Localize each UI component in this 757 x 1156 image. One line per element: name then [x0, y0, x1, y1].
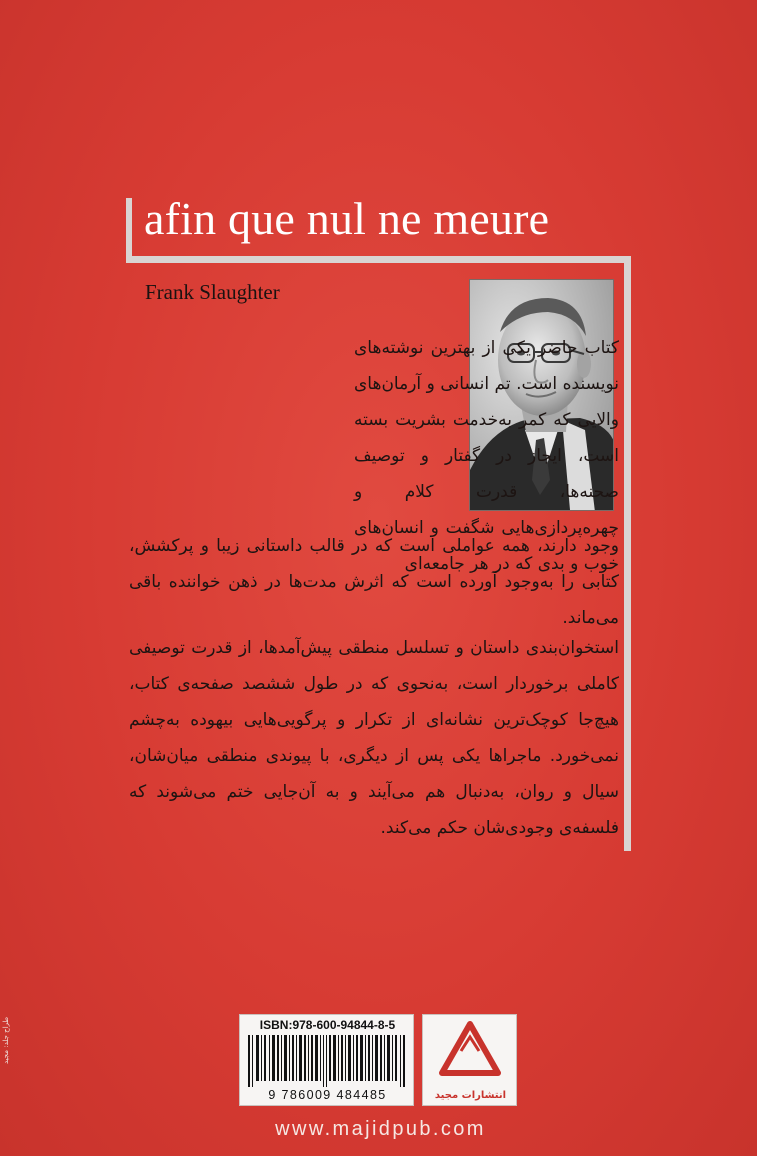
title-bracket-horizontal: [126, 256, 631, 263]
barcode-bars: [248, 1035, 407, 1087]
publisher-website: www.majidpub.com: [275, 1118, 486, 1140]
publisher-emblem-icon: [439, 1021, 501, 1081]
isbn-number: ISBN:978-600-94844-8-5: [259, 1018, 396, 1032]
isbn-barcode: [239, 1014, 414, 1106]
description-paragraph-2: استخوان‌بندی داستان و تسلسل منطقی پیش‌آمدها، از قدرت توصیفی کاملی برخوردار است، به‌نحوی که در طول ششصد صفحه‌ی کتاب، هیچ‌جا کوچک‌ترین نشانه‌ای از تکرار و پرگویی‌هایی بیهوده به‌چشم نمی‌خورد. ماجراها یکی پس از دیگری، با پیوندی منطقی میان‌شان، سیال و روان، به‌دنبال هم می‌آیند و به آن‌جایی ختم می‌شوند که فلسفه‌ی وجودی‌شان حکم می‌کند.: [129, 638, 619, 838]
book-title: afin que nul ne meure: [144, 193, 550, 244]
publisher-name: انتشارات مجید: [434, 1090, 507, 1101]
text-column-rule: [624, 256, 631, 851]
author-name: Frank Slaughter: [145, 280, 280, 304]
publisher-logo: [422, 1014, 517, 1106]
title-bracket-vertical: [126, 198, 132, 258]
description-paragraph-1-bottom: وجود دارند، همه عواملی است که در قالب داستانی زیبا و پرکشش، کتابی را به‌وجود آورده است که اثرش مدت‌ها در ذهن خواننده باقی می‌ماند.: [129, 536, 619, 628]
barcode-digits: 9 786009 484485: [268, 1088, 387, 1102]
description-paragraph-1-top: کتاب حاضر یکی از بهترین نوشته‌های نویسنده است. تم انسانی و آرمان‌های والایی که کمر به‌خدمت بشریت بسته است، ایجاز در گفتار و توصیف صحنه‌ها، قدرت کلام و چهره‌پردازی‌هایی شگفت و انسان‌های خوب و بدی که در هر جامعه‌ای: [354, 338, 619, 574]
cover-designer-credit: طراح جلد: مجید: [2, 1016, 10, 1064]
